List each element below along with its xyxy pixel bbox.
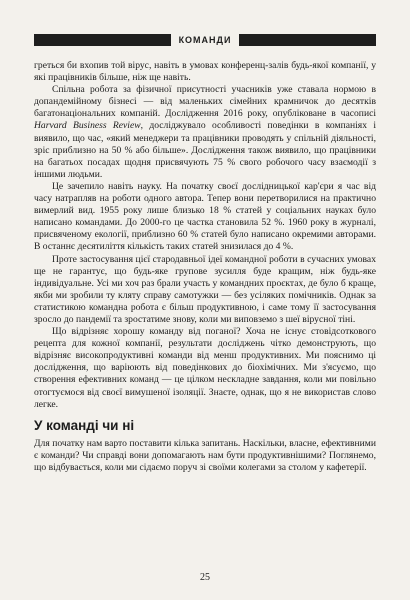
section-heading: У команді чи ні (34, 417, 135, 433)
journal-title: Harvard Business Review (34, 120, 141, 132)
paragraph-4: Проте застосування цієї стародавньої ідеї командної роботи в сучасних умовах ще не гарантує, що будь-яке групове зусилля буде кращим, ніж будь-яке індивідуальне. Усі ми хоч раз брали участь у командних проєктах, де було б краще, якби ми зробили ту кляту справу самотужки — без усіляких помічників. Однак за статистикою командна робота є більш продуктивною, і саме тому її застосування зросло до пандемії та зростатиме знову, коли ми виповземо з шеї вірусної тіні. (34, 253, 376, 325)
paragraph-3: Це зачепило навіть науку. На початку своєї дослідницької кар'єри я час від часу натрапляв на роботи одного автора. Тепер вони перетворилися на практично вимерлий вид. 1955 року лише близько 18 % статей у соціальних науках було написано командами. До 2000-го це частка становила 52 %. 1960 року в журналі, присвяченому екології, приблизно 60 % статей було написано окремими авторами. В останнє десятиліття кількість таких статей знизилася до 4 %. (34, 180, 376, 253)
page-body (34, 60, 376, 474)
paragraph-2-text-start: Спільна робота за фізичної присутності учасників уже ставала нормою в допандемійному бізнесі — від маленьких сімейних крамничок до десятків багатонаціональних компаній. Дослідження 2016 року, опубліковане в часописі (34, 84, 376, 120)
section-intro-paragraph: Для початку нам варто поставити кілька запитань. Наскільки, власне, ефективними є команди? Чи справді вони допомагають нам бути продуктивнішими? Поглянемо, що відбувається, коли ми сідаємо поруч зі своїми колегами за столом у кафетерії. (34, 437, 376, 473)
paragraph-2-text-end: , досліджувало особливості поведінки в компаніях і виявило, що час, «який менеджери та працівники проводять у спільній діяльності, зріс приблизно на 50 % або більше». Дослідження також виявило, що працівники на багатьох посадах щодня присвячують 75 % свого робочого часу взаємодії з іншими людьми. (34, 120, 376, 180)
page-number: 25 (200, 572, 210, 583)
section-in-team (34, 417, 376, 474)
paragraph-5: Що відрізняє хорошу команду від поганої? Хоча не існує стовідсоткового рецепта для кожної компанії, результати досліджень чітко демонструють, що відрізняє високопродуктивні команди від менш продуктивних. Ми пояснимо ці дослідження, що варіюють від поведінкових до біохімічних. Ми з'ясуємо, що створення ефективних команд — це цілком нескладне завдання, коли ми повільно отогтуємося від своєї вимушеної ізоляції. Знаєте, однак, що я не використав слово легке. (34, 326, 376, 410)
paragraph-1: греться би вхопив той вірус, навіть в умовах конференц-залів будь-якої компанії, у які працівників більше, ніж ще навіть. (34, 60, 376, 84)
running-header (34, 34, 376, 46)
paragraph-2 (34, 84, 376, 181)
running-header-title: КОМАНДИ (171, 34, 240, 46)
